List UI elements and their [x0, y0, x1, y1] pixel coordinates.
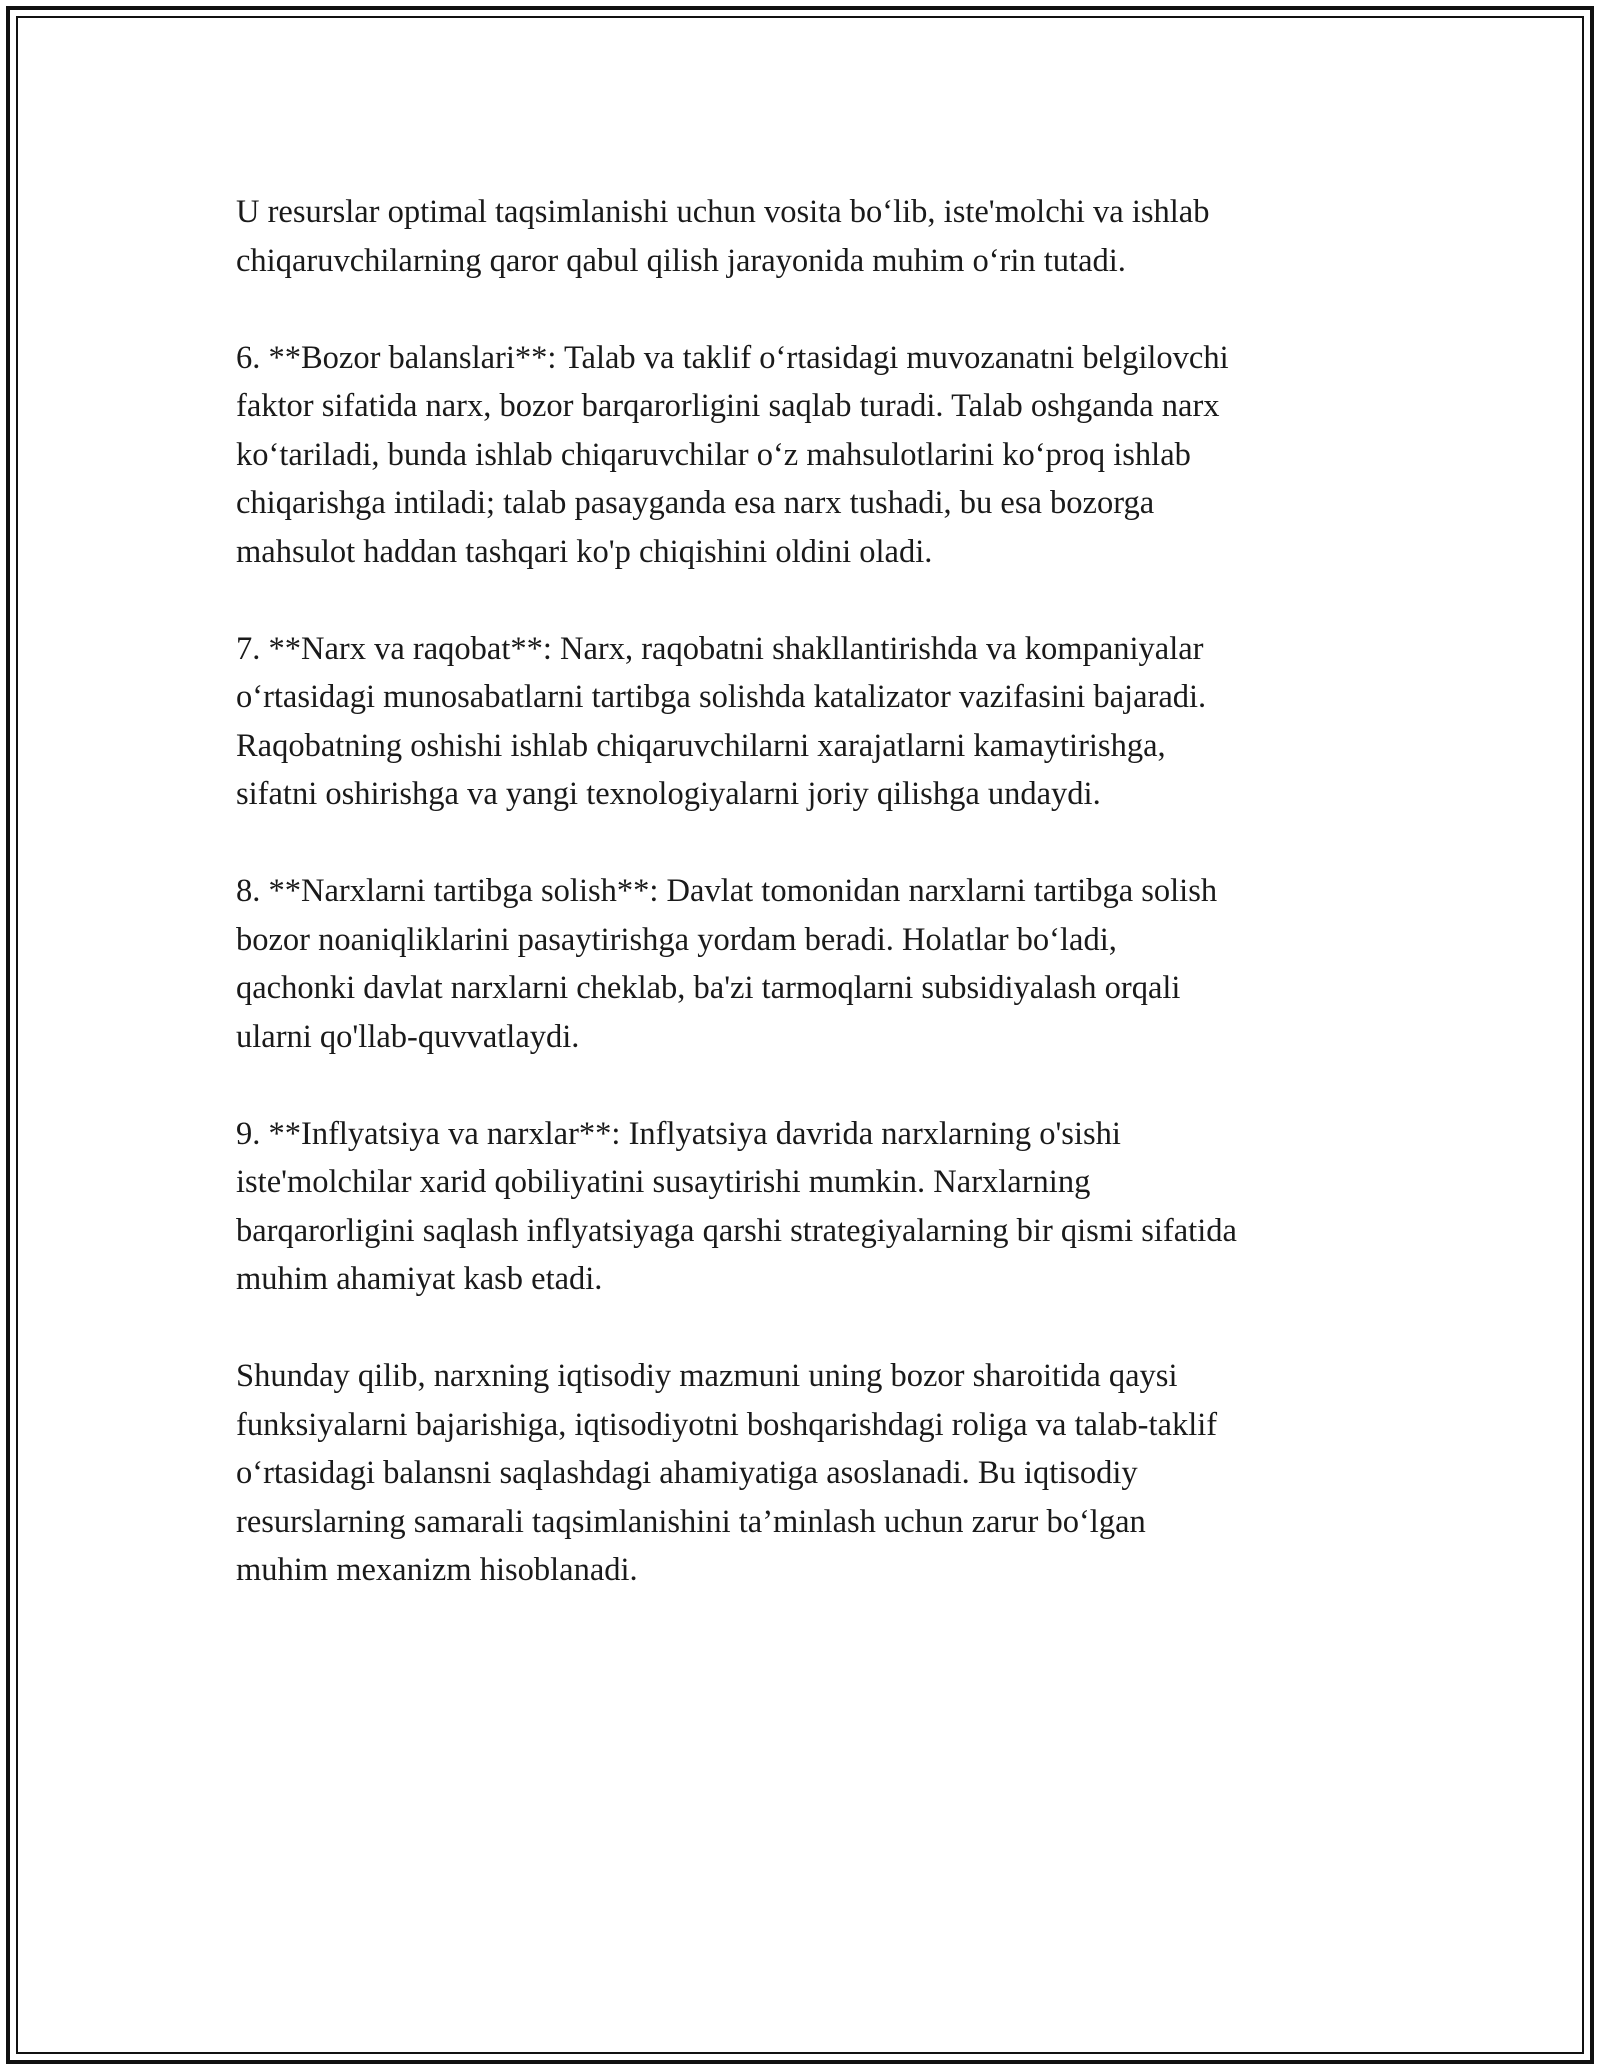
- paragraph-intro: [236, 188, 1396, 285]
- text-line: qachonki davlat narxlarni cheklab, ba'zi tarmoqlarni subsidiyalash orqali: [236, 970, 1181, 1006]
- text-line: ko‘tariladi, bunda ishlab chiqaruvchilar o‘z mahsulotlarini ko‘proq ishlab: [236, 436, 1191, 473]
- text-line: chiqarishga intiladi; talab pasayganda esa narx tushadi, bu esa bozorga: [236, 485, 1155, 521]
- text-line: faktor sifatida narx, bozor barqarorligini saqlab turadi. Talab oshganda narx: [236, 388, 1220, 424]
- text-line: barqarorligini saqlash inflyatsiyaga qarshi strategiyalarning bir qismi sifatida: [236, 1212, 1237, 1249]
- text-line: o‘rtasidagi munosabatlarni tartibga solishda katalizator vazifasini bajaradi.: [236, 679, 1207, 715]
- text-line: chiqaruvchilarning qaror qabul qilish jarayonida muhim o‘rin tutadi.: [236, 242, 1126, 279]
- text-line: muhim mexanizm hisoblanadi.: [236, 1552, 638, 1588]
- text-line: resurslarning samarali taqsimlanishini ta’minlash uchun zarur bo‘lgan: [236, 1503, 1146, 1540]
- paragraph-item-6: [236, 334, 1396, 577]
- text-line: iste'molchilar xarid qobiliyatini susaytirishi mumkin. Narxlarning: [236, 1164, 1091, 1200]
- text-line: sifatni oshirishga va yangi texnologiyalarni joriy qilishga undaydi.: [236, 776, 1101, 812]
- text-line: mahsulot haddan tashqari ko'p chiqishini oldini oladi.: [236, 533, 933, 570]
- text-line: funksiyalarni bajarishiga, iqtisodiyotni boshqarishdagi roliga va talab-taklif: [236, 1406, 1218, 1443]
- text-line: Raqobatning oshishi ishlab chiqaruvchilarni xarajatlarni kamaytirishga,: [236, 727, 1166, 764]
- paragraph-item-9: [236, 1110, 1396, 1304]
- paragraph-item-8: [236, 867, 1396, 1061]
- text-line: 8. **Narxlarni tartibga solish**: Davlat tomonidan narxlarni tartibga solish: [236, 873, 1218, 909]
- text-line: 6. **Bozor balanslari**: Talab va taklif o‘rtasidagi muvozanatni belgilovchi: [236, 339, 1229, 376]
- text-line: muhim ahamiyat kasb etadi.: [236, 1261, 603, 1297]
- text-line: U resurslar optimal taqsimlanishi uchun vosita bo‘lib, iste'molchi va ishlab: [236, 194, 1210, 230]
- document-body: [236, 188, 1396, 1643]
- text-line: o‘rtasidagi balansni saqlashdagi ahamiyatiga asoslanadi. Bu iqtisodiy: [236, 1455, 1138, 1491]
- text-line: bozor noaniqliklarini pasaytirishga yordam beradi. Holatlar bo‘ladi,: [236, 921, 1117, 958]
- text-line: 9. **Inflyatsiya va narxlar**: Inflyatsiya davrida narxlarning o'sishi: [236, 1115, 1121, 1152]
- text-line: 7. **Narx va raqobat**: Narx, raqobatni shakllantirishda va kompaniyalar: [236, 630, 1204, 667]
- text-line: Shunday qilib, narxning iqtisodiy mazmuni uning bozor sharoitida qaysi: [236, 1358, 1178, 1394]
- paragraph-conclusion: [236, 1352, 1396, 1595]
- paragraph-item-7: [236, 625, 1396, 819]
- text-line: ularni qo'llab-quvvatlaydi.: [236, 1018, 580, 1055]
